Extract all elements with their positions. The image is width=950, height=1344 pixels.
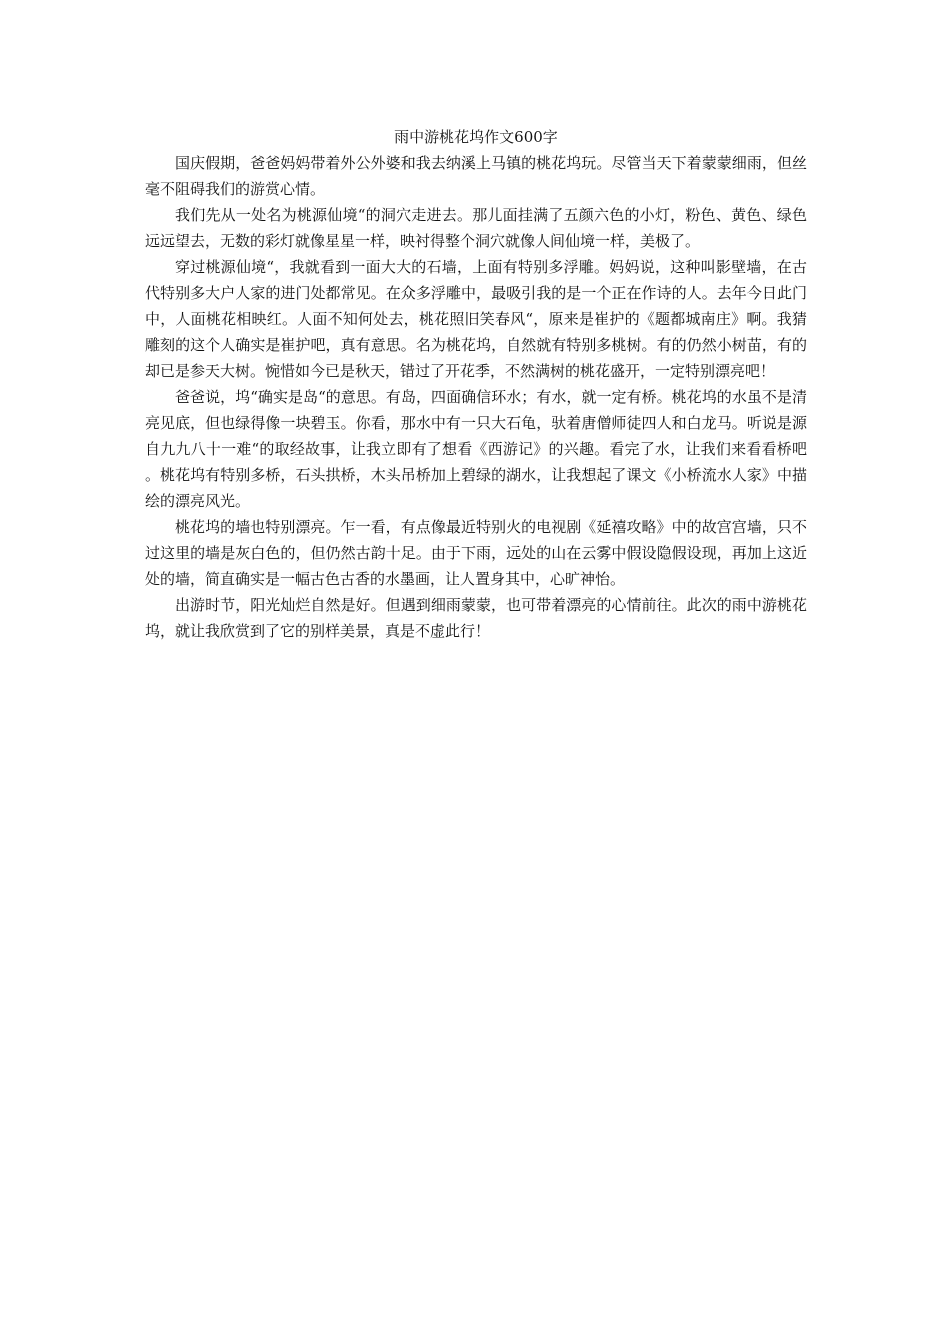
document-title: 雨中游桃花坞作文600字 bbox=[394, 128, 558, 146]
paragraph-1: 国庆假期，爸爸妈妈带着外公外婆和我去纳溪上马镇的桃花坞玩。尽管当天下着蒙蒙细雨，但丝毫不阻碍我们的游赏心情。 bbox=[145, 154, 807, 198]
paragraph-4: 爸爸说，坞“确实是岛“的意思。有岛，四面确信环水；有水，就一定有桥。桃花坞的水虽不是清亮见底，但也绿得像一块碧玉。你看，那水中有一只大石龟，驮着唐僧师徒四人和白龙马。听说是源自九九八十一难“的取经故事，让我立即有了想看《西游记》的兴趣。看完了水，让我们来看看桥吧。桃花坞有特别多桥，石头拱桥，木头吊桥加上碧绿的湖水，让我想起了课文《小桥流水人家》中描绘的漂亮风光。 bbox=[145, 388, 807, 510]
paragraph-3: 穿过桃源仙境“，我就看到一面大大的石墙，上面有特别多浮雕。妈妈说，这种叫影壁墙，在古代特别多大户人家的进门处都常见。在众多浮雕中，最吸引我的是一个正在作诗的人。去年今日此门中，人面桃花相映红。人面不知何处去，桃花照旧笑春风“，原来是崔护的《题都城南庄》啊。我猜雕刻的这个人确实是崔护吧，真有意思。名为桃花坞，自然就有特别多桃树。有的仍然小树苗，有的却已是参天大树。惋惜如今已是秋天，错过了开花季，不然满树的桃花盛开，一定特别漂亮吧！ bbox=[145, 258, 807, 380]
paragraph-6: 出游时节，阳光灿烂自然是好。但遇到细雨蒙蒙，也可带着漂亮的心情前往。此次的雨中游桃花坞，就让我欣赏到了它的别样美景，真是不虚此行！ bbox=[145, 596, 807, 640]
document-body bbox=[145, 120, 807, 644]
paragraph-5: 桃花坞的墙也特别漂亮。乍一看，有点像最近特别火的电视剧《延禧攻略》中的故宫宫墙，只不过这里的墙是灰白色的，但仍然古韵十足。由于下雨，远处的山在云雾中假设隐假设现，再加上这近处的墙，简直确实是一幅古色古香的水墨画，让人置身其中，心旷神怡。 bbox=[145, 518, 807, 588]
paragraph-2: 我们先从一处名为桃源仙境“的洞穴走进去。那儿面挂满了五颜六色的小灯，粉色、黄色、绿色远远望去，无数的彩灯就像星星一样，映衬得整个洞穴就像人间仙境一样，美极了。 bbox=[145, 206, 807, 250]
